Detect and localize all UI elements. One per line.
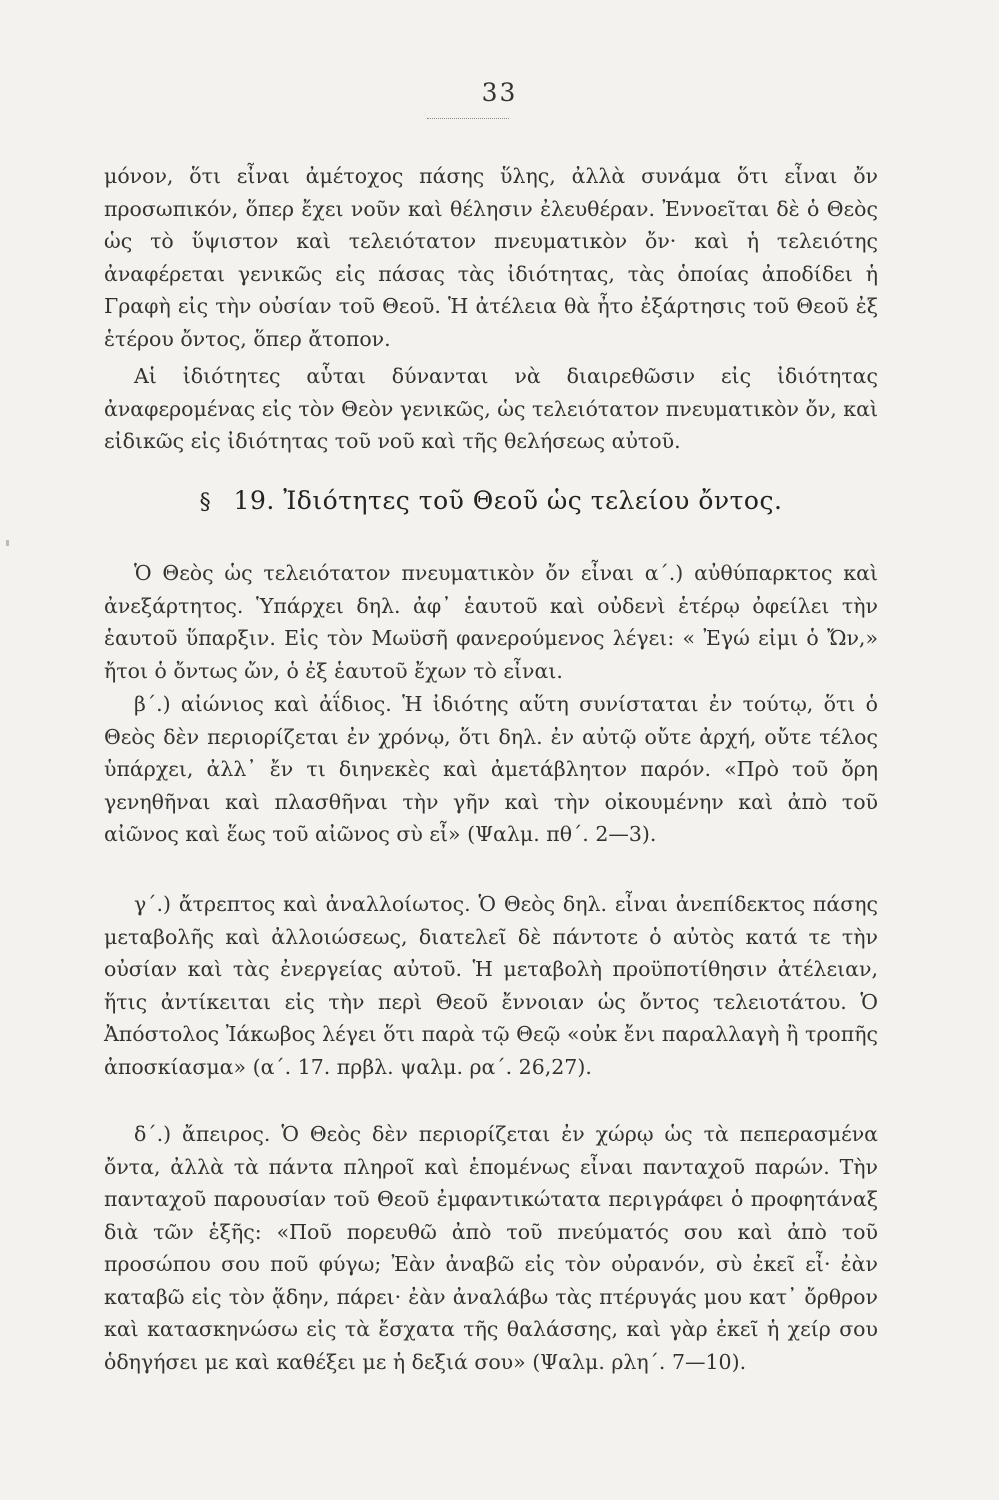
section-heading <box>104 486 878 515</box>
paragraph-text: β΄.) αἰώνιος καὶ ἀΐδιος. Ἡ ἰδιότης αὕτη συνίσταται ἐν τούτῳ, ὅτι ὁ Θεὸς δὲν περιορίζεται ἐν χρόνῳ, ὅτι δηλ. ἐν αὐτῷ οὔτε ἀρχή, οὔτε τέλος ὑπάρχει, ἀλλ᾿ ἔν τι διηνεκὲς καὶ ἀμετάβλητον παρόν. «Πρὸ τοῦ ὄρη γενηθῆναι καὶ πλασθῆναι τὴν γῆν καὶ τὴν οἰκουμένην καὶ ἀπὸ τοῦ αἰῶνος καὶ ἕως τοῦ αἰῶνος σὺ εἶ» (Ψαλμ. πθ΄. 2—3). <box>104 692 878 846</box>
paragraph-infinite <box>104 1118 878 1378</box>
section-title: Ἰδιότητες τοῦ Θεοῦ ὡς τελείου ὄντος. <box>283 486 783 515</box>
paragraph-self-existent <box>104 557 878 687</box>
paragraph-text: μόνον, ὅτι εἶναι ἀμέτοχος πάσης ὕλης, ἀλλὰ συνάμα ὅτι εἶναι ὄν προσωπικόν, ὅπερ ἔχει νοῦν καὶ θέλησιν ἐλευθέραν. Ἐννοεῖται δὲ ὁ Θεὸς ὡς τὸ ὕψιστον καὶ τελειότατον πνευματικὸν ὄν· καὶ ἡ τελειότης ἀναφέρεται γενικῶς εἰς πάσας τὰς ἰδιότητας, τὰς ὁποίας ἀποδίδει ἡ Γραφὴ εἰς τὴν οὐσίαν τοῦ Θεοῦ. Ἡ ἀτέλεια θὰ ἦτο ἐξάρτησις τοῦ Θεοῦ ἐξ ἑτέρου ὄντος, ὅπερ ἄτοπον. <box>104 164 878 351</box>
paragraph-eternal <box>104 688 878 851</box>
section-number: 19. <box>233 486 275 515</box>
paragraph-text: δ΄.) ἄπειρος. Ὁ Θεὸς δὲν περιορίζεται ἐν χώρῳ ὡς τὰ πεπερασμένα ὄντα, ἀλλὰ τὰ πάντα πληροῖ καὶ ἑπομένως εἶναι πανταχοῦ παρών. Τὴν πανταχοῦ παρουσίαν τοῦ Θεοῦ ἐμφαντικώτατα περιγράφει ὁ προφητάναξ διὰ τῶν ἑξῆς: «Ποῦ πορευθῶ ἀπὸ τοῦ πνεύματός σου καὶ ἀπὸ τοῦ προσώπου σου ποῦ φύγω; Ἐὰν ἀναβῶ εἰς τὸν οὐρανόν, σὺ ἐκεῖ εἶ· ἐὰν καταβῶ εἰς τὸν ᾅδην, πάρει· ἐὰν ἀναλάβω τὰς πτέρυγάς μου κατ᾿ ὄρθρον καὶ κατασκηνώσω εἰς τὰ ἔσχατα τῆς θαλάσσης, καὶ γὰρ ἐκεῖ ἡ χείρ σου ὁδηγήσει με καὶ καθέξει με ἡ δεξιά σου» (Ψαλμ. ρλη΄. 7—10). <box>104 1122 878 1374</box>
page-number: 33 <box>481 78 518 107</box>
paragraph-text: γ΄.) ἄτρεπτος καὶ ἀναλλοίωτος. Ὁ Θεὸς δηλ. εἶναι ἀνεπίδεκτος πάσης μεταβολῆς καὶ ἀλλοιώσεως, διατελεῖ δὲ πάντοτε ὁ αὐτὸς κατά τε τὴν οὐσίαν καὶ τὰς ἐνεργείας αὐτοῦ. Ἡ μεταβολὴ προϋποτίθησιν ἀτέλειαν, ἥτις ἀντίκειται εἰς τὴν περὶ Θεοῦ ἔννοιαν ὡς ὄντος τελειοτάτου. Ὁ Ἀπόστολος Ἰάκωβος λέγει ὅτι παρὰ τῷ Θεῷ «οὐκ ἔνι παραλλαγὴ ἢ τροπῆς ἀποσκίασμα» (α΄. 17. πρβλ. ψαλμ. ρα΄. 26,27). <box>104 892 878 1079</box>
margin-mark <box>6 540 9 546</box>
page-number-rule <box>427 118 509 119</box>
section-symbol: § <box>199 490 212 515</box>
paragraph-text: Ὁ Θεὸς ὡς τελειότατον πνευματικὸν ὄν εἶναι α΄.) αὐθύπαρκτος καὶ ἀνεξάρτητος. Ὑπάρχει δηλ. ἀφ᾿ ἑαυτοῦ καὶ οὐδενὶ ἑτέρῳ ὀφείλει τὴν ἑαυτοῦ ὕπαρξιν. Εἰς τὸν Μωϋσῆ φανερούμενος λέγει: « Ἐγώ εἰμι ὁ Ὤν,» ἤτοι ὁ ὄντως ὤν, ὁ ἐξ ἑαυτοῦ ἔχων τὸ εἶναι. <box>104 561 878 683</box>
paragraph-immutable <box>104 888 878 1083</box>
paragraph-continuation <box>104 160 878 355</box>
paragraph-attributes-division <box>104 360 878 458</box>
paragraph-text: Αἱ ἰδιότητες αὗται δύνανται νὰ διαιρεθῶσιν εἰς ἰδιότητας ἀναφερομένας εἰς τὸν Θεὸν γενικῶς, ὡς τελειότατον πνευματικὸν ὄν, καὶ εἰδικῶς εἰς ἰδιότητας τοῦ νοῦ καὶ τῆς θελήσεως αὐτοῦ. <box>104 364 878 453</box>
